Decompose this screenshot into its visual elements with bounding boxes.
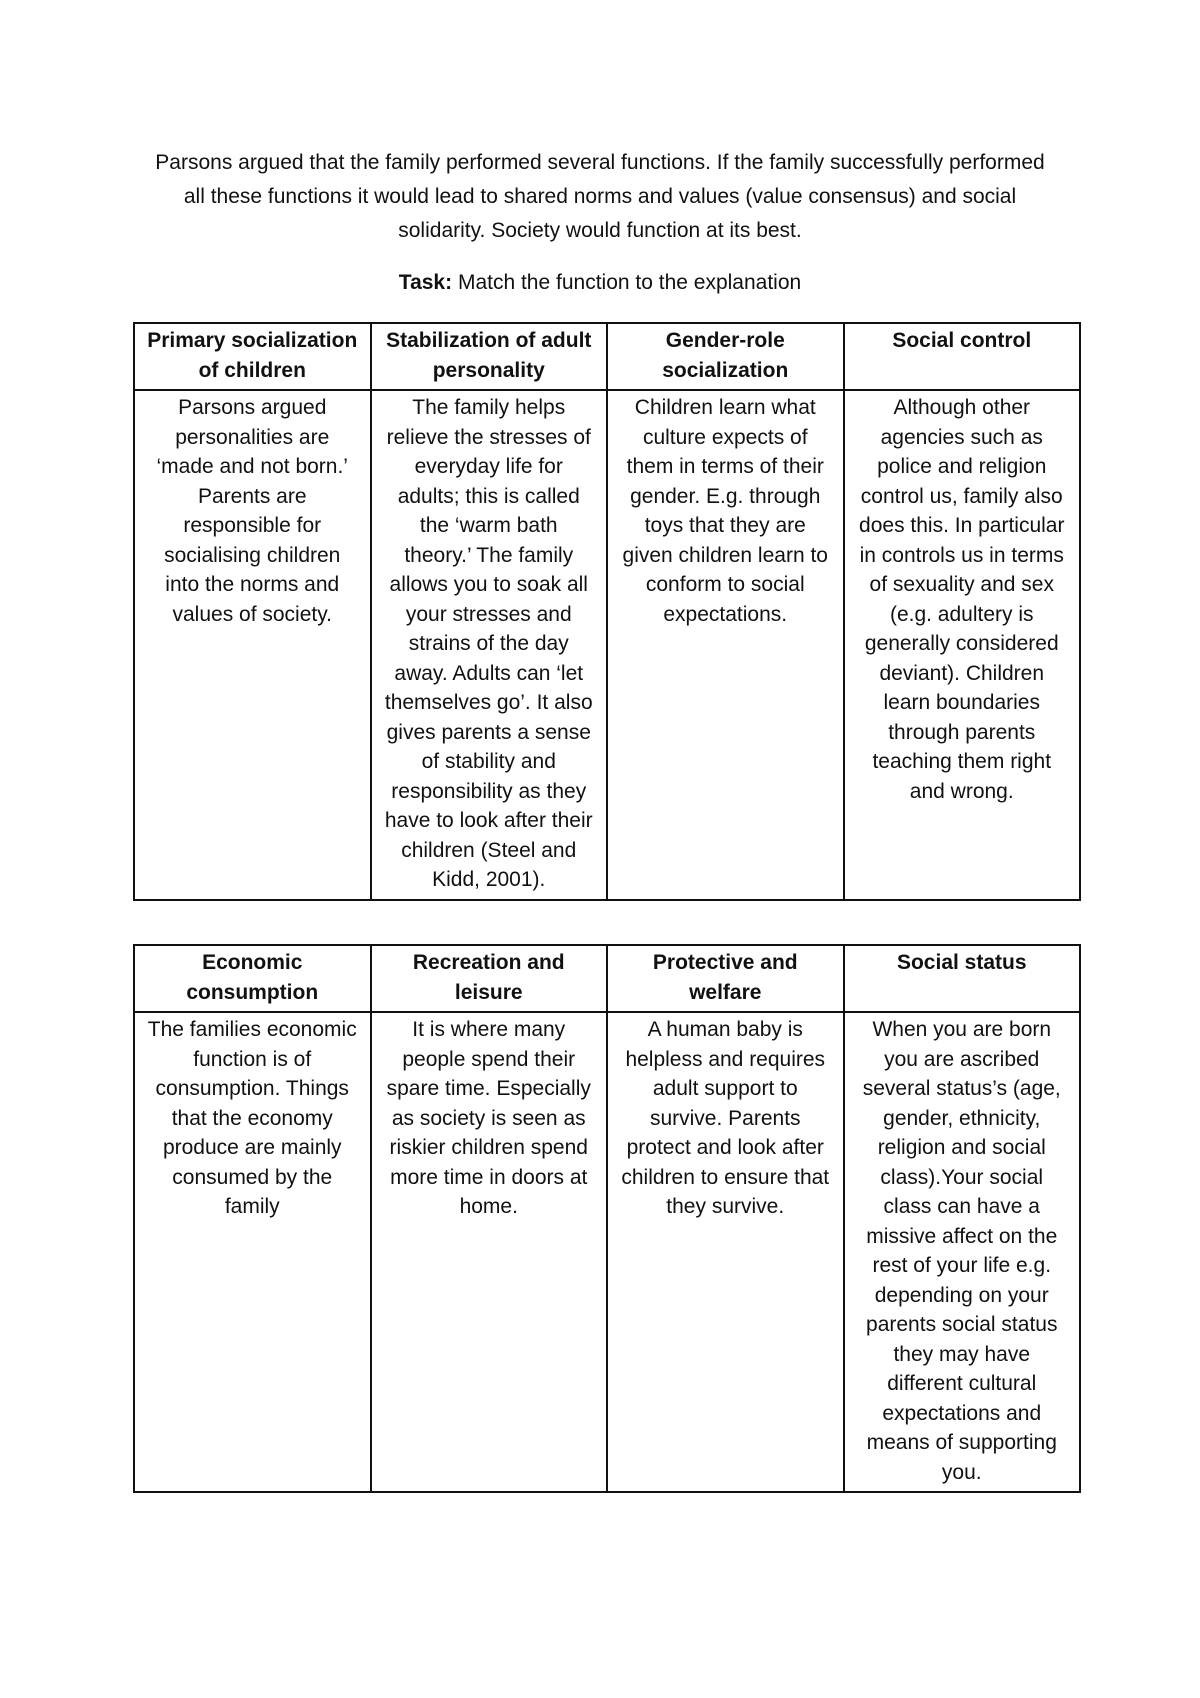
header-recreation-leisure: Recreation and leisure <box>371 945 608 1012</box>
cell-recreation-leisure: It is where many people spend their spare time. Especially as society is seen as riskier children spend more time in doors at home. <box>371 1012 608 1492</box>
header-primary-socialization: Primary socialization of children <box>134 323 371 390</box>
table-header-row <box>134 323 1080 390</box>
header-protective-welfare: Protective and welfare <box>607 945 844 1012</box>
table-body-row <box>134 390 1080 900</box>
table-body-row <box>134 1012 1080 1492</box>
header-stabilization-adult-personality: Stabilization of adult personality <box>371 323 608 390</box>
table-header-row <box>134 945 1080 1012</box>
header-social-control: Social control <box>844 323 1081 390</box>
header-social-status: Social status <box>844 945 1081 1012</box>
cell-protective-welfare: A human baby is helpless and requires adult support to survive. Parents protect and look after children to ensure that they survive. <box>607 1012 844 1492</box>
functions-table-1 <box>133 322 1081 901</box>
cell-social-control: Although other agencies such as police and religion control us, family also does this. In particular in controls us in terms of sexuality and sex (e.g. adultery is generally considered deviant). Children learn boundaries through parents teaching them right and wrong. <box>844 390 1081 900</box>
cell-stabilization-adult-personality: The family helps relieve the stresses of everyday life for adults; this is called the ‘warm bath theory.’ The family allows you to soak all your stresses and strains of the day away. Adults can ‘let themselves go’. It also gives parents a sense of stability and responsibility as they have to look after their children (Steel and Kidd, 2001). <box>371 390 608 900</box>
task-label: Task: <box>398 271 453 294</box>
header-gender-role-socialization: Gender-role socialization <box>607 323 844 390</box>
cell-social-status: When you are born you are ascribed several status’s (age, gender, ethnicity, religion and social class).Your social class can have a missive affect on the rest of your life e.g. depending on your parents social status they may have different cultural expectations and means of supporting you. <box>844 1012 1081 1492</box>
cell-gender-role-socialization: Children learn what culture expects of them in terms of their gender. E.g. through toys that they are given children learn to conform to social expectations. <box>607 390 844 900</box>
cell-economic-consumption: The families economic function is of consumption. Things that the economy produce are mainly consumed by the family <box>134 1012 371 1492</box>
header-economic-consumption: Economic consumption <box>134 945 371 1012</box>
task-instruction <box>150 267 1050 299</box>
functions-table-2 <box>133 944 1081 1493</box>
task-text: Match the function to the explanation <box>457 271 802 294</box>
cell-primary-socialization: Parsons argued personalities are ‘made and not born.’ Parents are responsible for socialising children into the norms and values of society. <box>134 390 371 900</box>
intro-paragraph: Parsons argued that the family performed several functions. If the family successfully performed all these functions it would lead to shared norms and values (value consensus) and social solidarity. Society would function at its best. <box>155 151 1045 242</box>
